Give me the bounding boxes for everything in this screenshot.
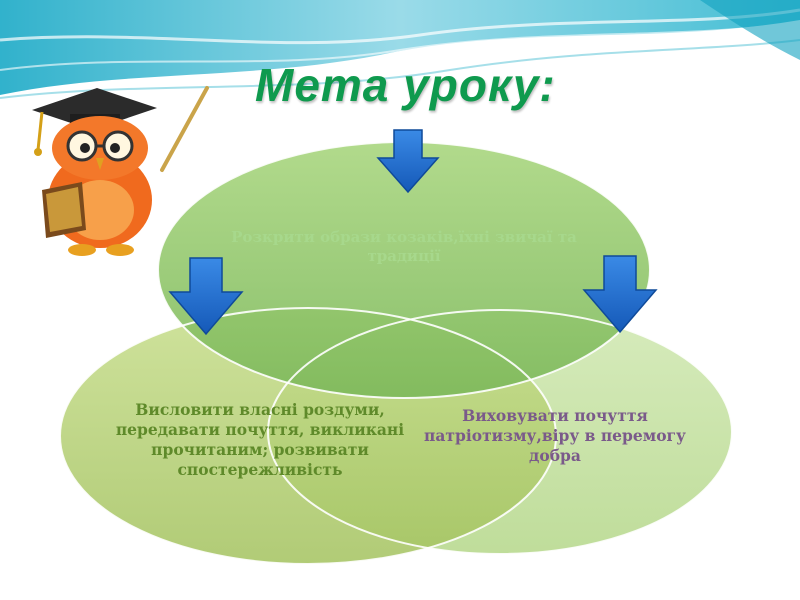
circle-left-text: Висловити власні роздуми, передавати почуття, викликані прочитаним; розвивати спостережливість [115,400,405,479]
circle-right-text: Виховувати почуття патріотизму,віру в перемогу добра [424,406,686,465]
slide-title: Мета уроку: [255,59,556,111]
circle-top-text: Розкрити образи козаків,їхні звичаї та традиції [231,228,577,265]
